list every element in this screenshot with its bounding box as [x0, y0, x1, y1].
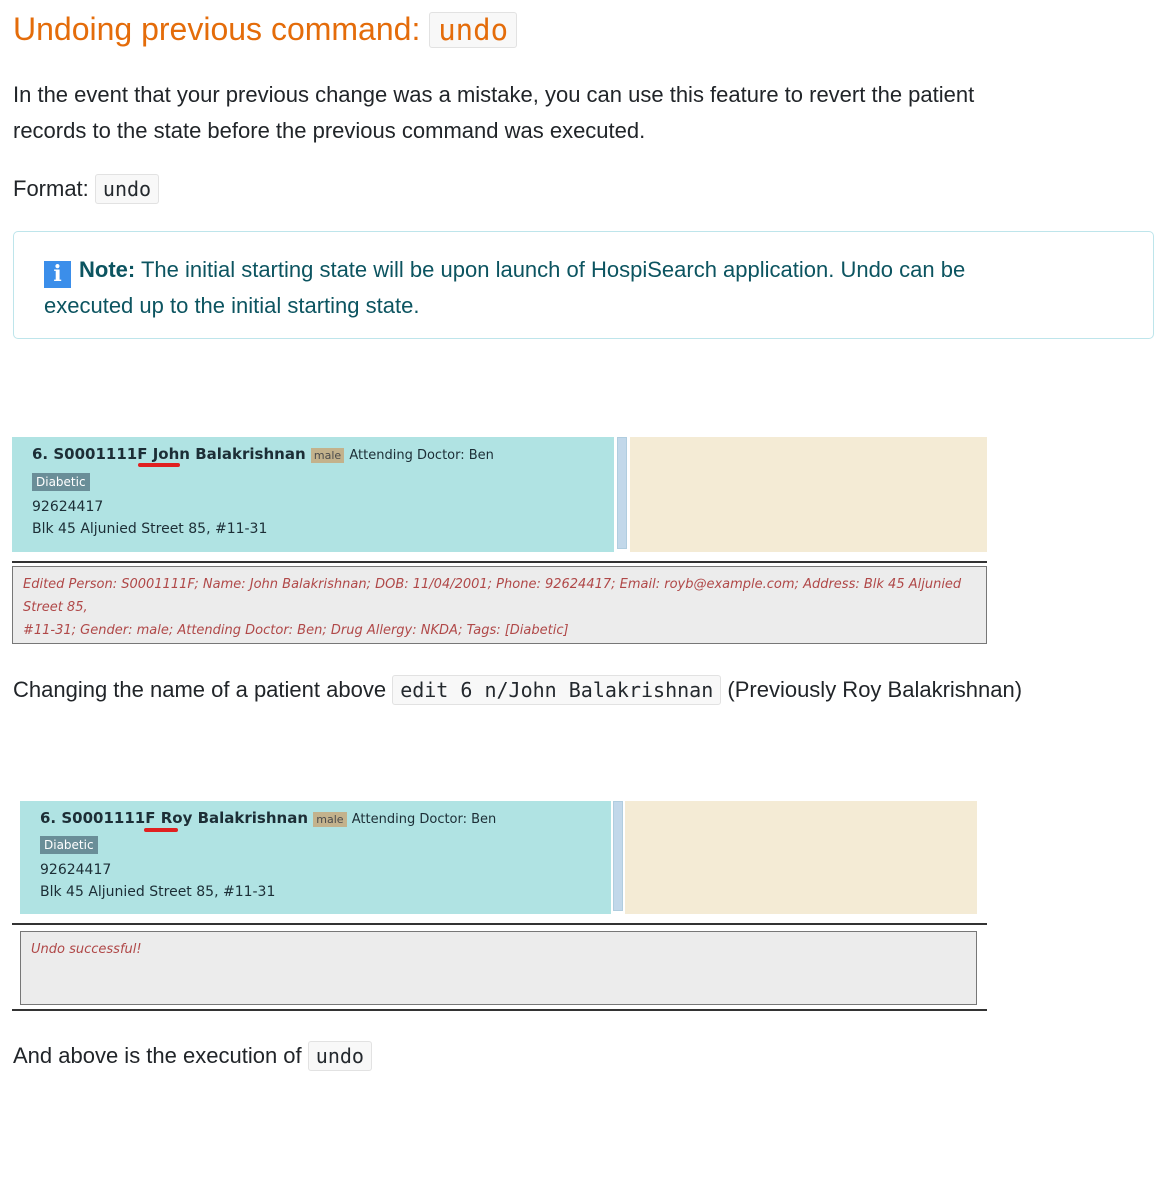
tag-row — [32, 474, 90, 490]
result-line-2: #11-31; Gender: male; Attending Doctor: Ben; Drug Allergy: NKDA; Tags: [Diabetic] — [23, 623, 569, 638]
info-icon: i — [44, 261, 71, 288]
patient-last-name: Balakrishnan — [195, 445, 306, 463]
screenshot-after-undo — [12, 801, 987, 1013]
patient-card — [12, 437, 614, 552]
patient-index: 6. — [40, 809, 57, 827]
divider — [12, 1009, 987, 1011]
result-line-1: Edited Person: S0001111F; Name: John Balakrishnan; DOB: 11/04/2001; Phone: 92624417; Email: royb@example.com; Address: Blk 45 Aljunied Street 85, — [23, 577, 962, 615]
divider — [12, 561, 987, 563]
result-message: Undo successful! — [31, 942, 142, 957]
patient-first-name: John — [152, 445, 190, 463]
scrollbar[interactable] — [613, 801, 623, 911]
patient-card — [20, 801, 611, 914]
patient-phone: 92624417 — [32, 499, 104, 515]
patient-address: Blk 45 Aljunied Street 85, #11-31 — [40, 884, 276, 900]
caption-undo-text: And above is the execution of — [13, 1043, 302, 1068]
tag-diabetic: Diabetic — [32, 473, 90, 491]
note-label: Note: — [79, 257, 136, 282]
patient-card-title — [32, 445, 494, 463]
highlight-underline — [138, 463, 180, 467]
patient-card-title — [40, 809, 496, 827]
gender-badge: male — [313, 812, 346, 827]
detail-panel — [625, 801, 977, 914]
patient-nric: S0001111F — [53, 445, 148, 463]
divider — [12, 923, 987, 925]
caption-edit-note: (Previously Roy Balakrishnan) — [727, 677, 1023, 702]
caption-edit-code: edit 6 n/John Balakrishnan — [392, 675, 721, 705]
patient-nric: S0001111F — [61, 809, 156, 827]
intro-line-1: In the event that your previous change was a mistake, you can use this feature to revert the patient — [13, 82, 975, 107]
patient-first-name: Roy — [160, 809, 193, 827]
section-heading — [13, 8, 517, 51]
attending-doctor: Attending Doctor: Ben — [349, 448, 494, 463]
command-result-box — [20, 931, 977, 1005]
intro-paragraph — [13, 77, 974, 149]
note-line-1: The initial starting state will be upon launch of HospiSearch application. Undo can be — [140, 257, 966, 282]
heading-code: undo — [429, 12, 517, 48]
tag-diabetic: Diabetic — [40, 836, 98, 854]
attending-doctor: Attending Doctor: Ben — [351, 812, 497, 827]
note-box — [13, 231, 1154, 339]
caption-undo-code: undo — [308, 1041, 372, 1071]
detail-panel — [630, 437, 987, 552]
tag-row — [40, 837, 98, 853]
format-line — [13, 171, 159, 207]
patient-address: Blk 45 Aljunied Street 85, #11-31 — [32, 521, 268, 537]
command-result-box — [12, 566, 987, 644]
screenshot-after-edit — [12, 437, 987, 644]
heading-text: Undoing previous command: — [13, 11, 421, 47]
patient-phone: 92624417 — [40, 862, 112, 878]
note-line-2: executed up to the initial starting state. — [44, 293, 420, 318]
caption-edit-text: Changing the name of a patient above — [13, 677, 387, 702]
format-code: undo — [95, 174, 159, 204]
patient-last-name: Balakrishnan — [197, 809, 309, 827]
patient-index: 6. — [32, 445, 49, 463]
highlight-underline — [144, 828, 178, 832]
caption-edit — [13, 672, 1022, 708]
intro-line-2: records to the state before the previous command was executed. — [13, 118, 646, 143]
gender-badge: male — [311, 448, 344, 463]
format-label: Format: — [13, 176, 89, 201]
caption-undo — [13, 1038, 372, 1074]
scrollbar[interactable] — [617, 437, 627, 549]
